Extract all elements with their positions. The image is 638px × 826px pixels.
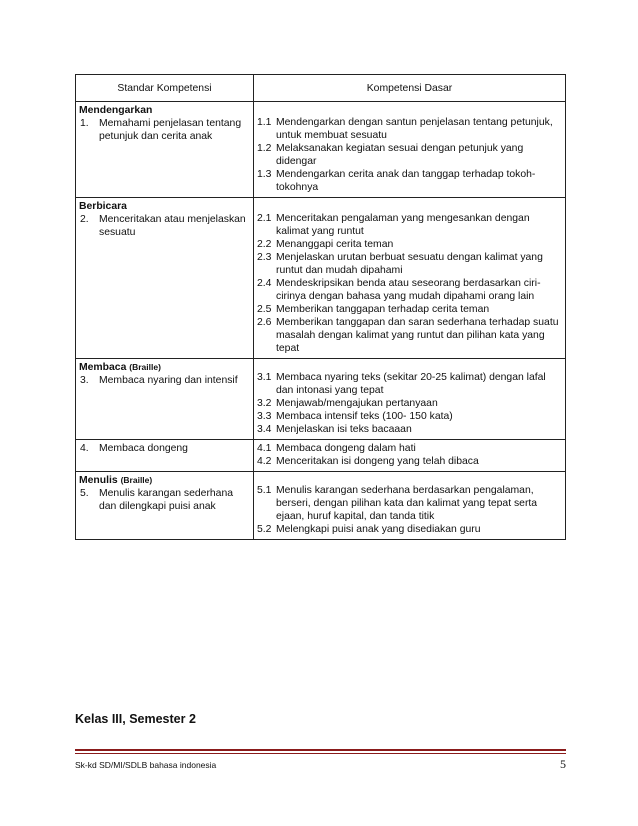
- sk-text: Menulis karangan sederhana dan dilengkapi puisi anak: [99, 488, 234, 512]
- kd-list: [257, 371, 562, 436]
- header-standar-kompetensi: Standar Kompetensi: [76, 75, 254, 102]
- table-row: [76, 472, 566, 540]
- category-label: [79, 474, 250, 487]
- kd-item: [257, 251, 562, 277]
- kd-number: 4.1: [257, 443, 272, 454]
- kd-item: [257, 116, 562, 142]
- category-name: Mendengarkan: [79, 105, 153, 116]
- sk-number: 4.: [80, 443, 89, 454]
- category-name: Membaca: [79, 362, 127, 373]
- kd-item: [257, 316, 562, 355]
- kd-item: [257, 397, 562, 410]
- page-number: 5: [560, 757, 566, 771]
- kd-text: Menjelaskan urutan berbuat sesuatu dengan kalimat yang runtut dan mudah dipahami: [276, 252, 543, 276]
- sk-number: 3.: [80, 375, 89, 386]
- sk-item: [79, 117, 250, 143]
- kd-item: [257, 212, 562, 238]
- sk-item: [79, 487, 250, 513]
- kd-number: 5.1: [257, 485, 272, 496]
- kompetensi-dasar-cell: [254, 359, 566, 440]
- kd-number: 1.1: [257, 117, 272, 128]
- kd-number: 4.2: [257, 456, 272, 467]
- standar-kompetensi-cell: [76, 472, 254, 540]
- kd-item: [257, 523, 562, 536]
- kd-item: [257, 303, 562, 316]
- category-note: (Braille): [120, 475, 153, 485]
- kd-number: 2.2: [257, 239, 272, 250]
- category-label: [79, 104, 250, 117]
- kompetensi-dasar-cell: [254, 198, 566, 359]
- kd-list: [257, 442, 562, 468]
- category-label: [79, 361, 250, 374]
- kd-item: [257, 277, 562, 303]
- kd-text: Menceritakan isi dongeng yang telah dibaca: [276, 456, 479, 467]
- kd-text: Menjelaskan isi teks bacaaan: [276, 424, 412, 435]
- kd-list: [257, 116, 562, 194]
- sk-text: Memahami penjelasan tentang petunjuk dan cerita anak: [99, 118, 242, 142]
- kd-list: [257, 212, 562, 355]
- kd-item: [257, 442, 562, 455]
- kd-text: Melengkapi puisi anak yang disediakan guru: [276, 524, 481, 535]
- sk-text: Membaca nyaring dan intensif: [99, 375, 238, 386]
- sk-number: 1.: [80, 118, 89, 129]
- kd-number: 2.3: [257, 252, 272, 263]
- kd-number: 3.3: [257, 411, 272, 422]
- table-body: [76, 102, 566, 540]
- kd-number: 3.2: [257, 398, 272, 409]
- kd-number: 1.2: [257, 143, 272, 154]
- kd-item: [257, 455, 562, 468]
- sk-text: Membaca dongeng: [99, 443, 188, 454]
- kd-item: [257, 423, 562, 436]
- kd-text: Memberikan tanggapan dan saran sederhana terhadap suatu masalah dengan kalimat yang runtut dan pilihan kata yang tepat: [276, 317, 559, 354]
- sk-item: [79, 442, 250, 455]
- kd-item: [257, 142, 562, 168]
- kd-text: Membaca nyaring teks (sekitar 20-25 kalimat) dengan lafal dan intonasi yang tepat: [276, 372, 546, 396]
- kd-text: Mendeskripsikan benda atau seseorang berdasarkan ciri-cirinya dengan bahasa yang mudah dipahami orang lain: [276, 278, 541, 302]
- kd-item: [257, 238, 562, 251]
- kd-text: Menceritakan pengalaman yang mengesankan dengan kalimat yang runtut: [276, 213, 530, 237]
- table-header-row: [76, 75, 566, 102]
- standar-kompetensi-cell: [76, 198, 254, 359]
- category-label: [79, 200, 250, 213]
- kd-item: [257, 410, 562, 423]
- kd-text: Menulis karangan sederhana berdasarkan pengalaman, berseri, dengan pilihan kata dan kalimat yang tepat serta ejaan, huruf kapital, dan tanda titik: [276, 485, 538, 522]
- kd-number: 1.3: [257, 169, 272, 180]
- table-row: [76, 198, 566, 359]
- category-note: (Braille): [129, 362, 161, 372]
- kd-text: Membaca dongeng dalam hati: [276, 443, 416, 454]
- section-heading: Kelas III, Semester 2: [75, 712, 196, 726]
- category-name: Menulis: [79, 475, 118, 486]
- sk-number: 2.: [80, 214, 89, 225]
- sk-item: [79, 213, 250, 239]
- sk-item: [79, 374, 250, 387]
- standar-kompetensi-cell: [76, 102, 254, 198]
- table-row: [76, 440, 566, 472]
- kompetensi-dasar-cell: [254, 472, 566, 540]
- kd-number: 3.4: [257, 424, 272, 435]
- footer-rule-thin: [75, 753, 566, 754]
- kd-list: [257, 484, 562, 536]
- footer-title: Sk-kd SD/MI/SDLB bahasa indonesia: [75, 760, 217, 770]
- kd-item: [257, 168, 562, 194]
- kd-number: 5.2: [257, 524, 272, 535]
- kd-text: Menjawab/mengajukan pertanyaan: [276, 398, 438, 409]
- standar-kompetensi-cell: [76, 440, 254, 472]
- kompetensi-dasar-cell: [254, 440, 566, 472]
- competency-table: [75, 74, 566, 540]
- table-row: [76, 359, 566, 440]
- kd-text: Memberikan tanggapan terhadap cerita teman: [276, 304, 490, 315]
- standar-kompetensi-cell: [76, 359, 254, 440]
- kd-number: 2.4: [257, 278, 272, 289]
- kompetensi-dasar-cell: [254, 102, 566, 198]
- kd-text: Membaca intensif teks (100- 150 kata): [276, 411, 453, 422]
- kd-number: 2.5: [257, 304, 272, 315]
- kd-item: [257, 484, 562, 523]
- category-name: Berbicara: [79, 201, 127, 212]
- kd-text: Melaksanakan kegiatan sesuai dengan petunjuk yang didengar: [276, 143, 524, 167]
- kd-item: [257, 371, 562, 397]
- kd-number: 3.1: [257, 372, 272, 383]
- kd-number: 2.1: [257, 213, 272, 224]
- kd-number: 2.6: [257, 317, 272, 328]
- footer-rule-thick: [75, 749, 566, 751]
- kd-text: Mendengarkan dengan santun penjelasan tentang petunjuk, untuk membuat sesuatu: [276, 117, 553, 141]
- header-kompetensi-dasar: Kompetensi Dasar: [254, 75, 566, 102]
- table-row: [76, 102, 566, 198]
- kd-text: Menanggapi cerita teman: [276, 239, 394, 250]
- kd-text: Mendengarkan cerita anak dan tanggap terhadap tokoh- tokohnya: [276, 169, 536, 193]
- sk-number: 5.: [80, 488, 89, 499]
- sk-text: Menceritakan atau menjelaskan sesuatu: [99, 214, 246, 238]
